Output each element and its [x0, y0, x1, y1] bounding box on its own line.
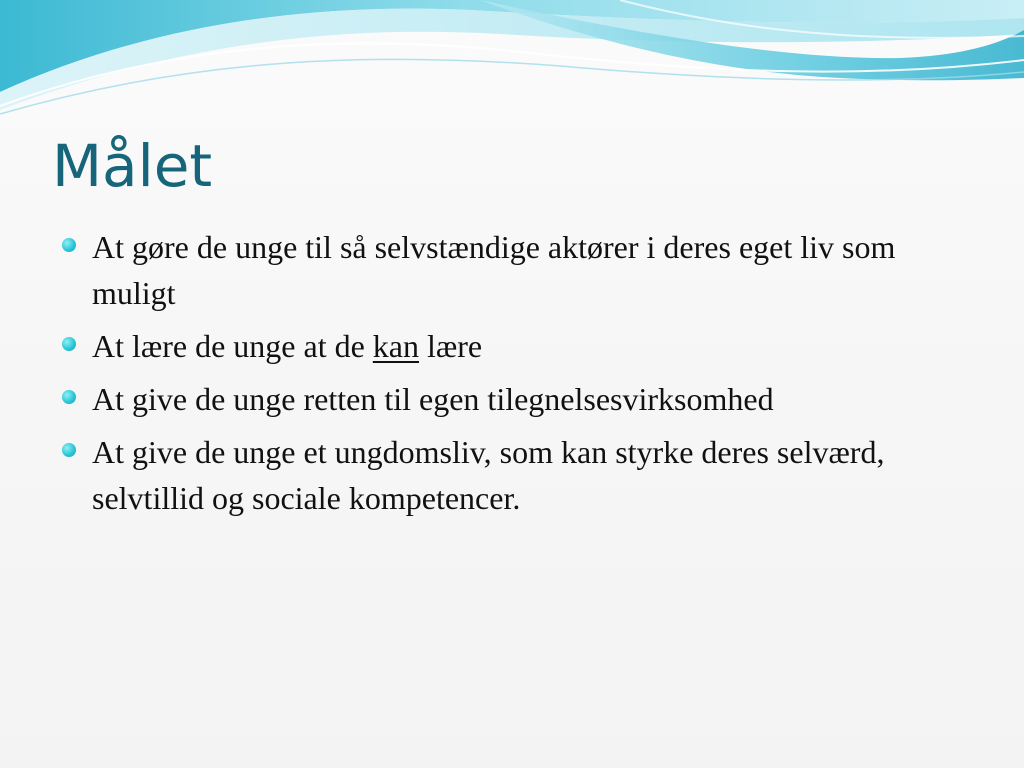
wave-decoration	[0, 0, 1024, 130]
slide-title: Målet	[52, 132, 213, 200]
bullet-dot-icon	[62, 337, 76, 351]
bullet-dot-icon	[62, 443, 76, 457]
bullet-text: At give de unge retten til egen tilegnelsesvirksomhed	[92, 381, 774, 417]
bullet-dot-icon	[62, 390, 76, 404]
bullet-text: At give de unge et ungdomsliv, som kan styrke deres selværd, selvtillid og sociale kompetencer.	[92, 434, 885, 516]
bullet-list	[60, 224, 960, 528]
bullet-text-underlined: kan	[372, 328, 419, 364]
bullet-text: At gøre de unge til så selvstændige aktører i deres eget liv som muligt	[92, 229, 896, 311]
bullet-text-pre: At lære de unge at de	[92, 328, 373, 364]
bullet-item	[60, 429, 960, 521]
bullet-item	[60, 376, 960, 422]
bullet-item	[60, 323, 960, 369]
bullet-dot-icon	[62, 238, 76, 252]
bullet-item	[60, 224, 960, 316]
bullet-text-post: lære	[419, 328, 483, 364]
